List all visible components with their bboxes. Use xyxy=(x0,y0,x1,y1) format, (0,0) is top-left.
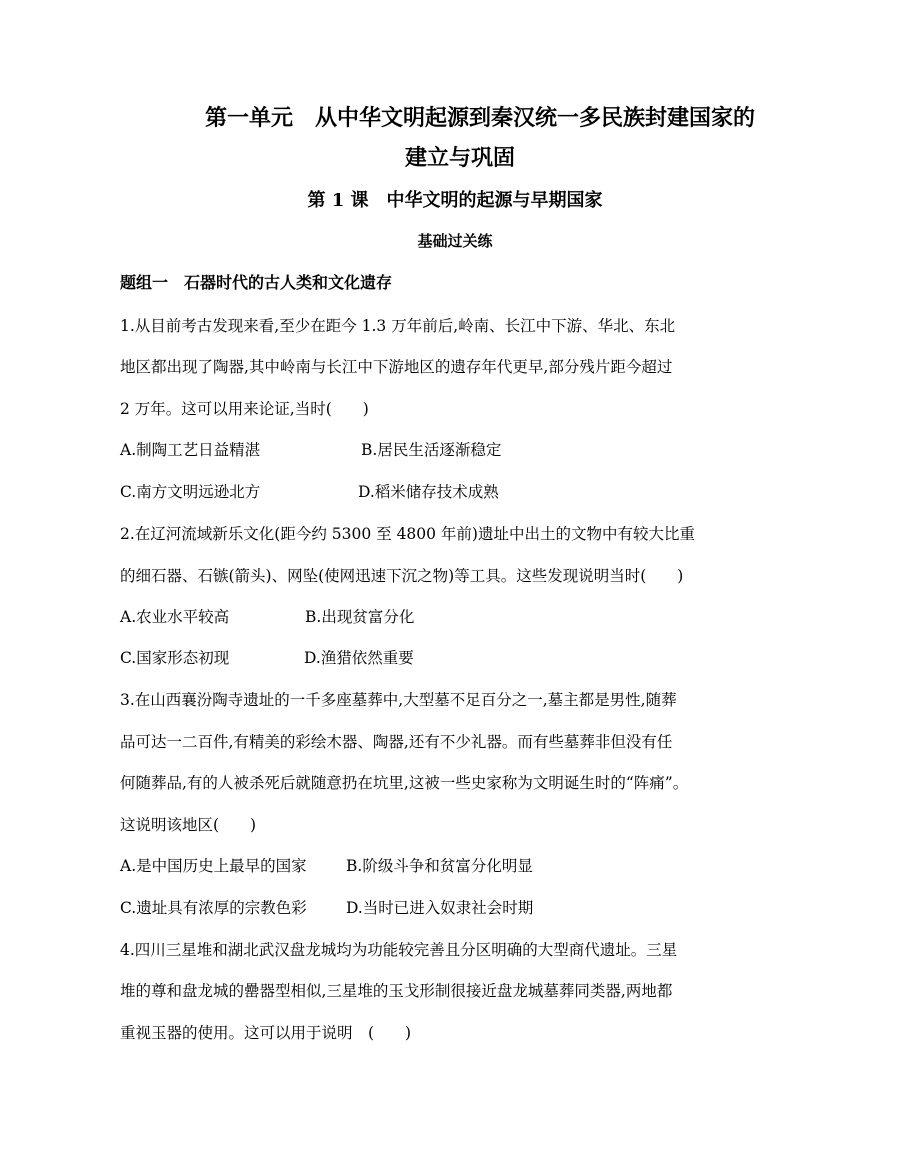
question-text-line: 堆的尊和盘龙城的罍器型相似,三星堆的玉戈形制很接近盘龙城墓葬同类器,两地都 xyxy=(120,982,673,1000)
question-text-line: 2 万年。这可以用来论证,当时( ) xyxy=(120,400,369,418)
unit-title-line1: 第一单元 从中华文明起源到秦汉统一多民族封建国家的 xyxy=(204,105,755,131)
question-text-line: 地区都出现了陶器,其中岭南与长江中下游地区的遗存年代更早,部分残片距今超过 xyxy=(120,358,673,376)
unit-title-line2: 建立与巩固 xyxy=(404,145,515,171)
lesson-title: 第 1 课 中华文明的起源与早期国家 xyxy=(307,190,603,211)
group-title: 题组一 石器时代的古人类和文化遗存 xyxy=(120,273,393,292)
question-text-line: 这说明该地区( ) xyxy=(120,816,257,834)
question-text-line: 的细石器、石镞(箭头)、网坠(使网迅速下沉之物)等工具。这些发现说明当时( ) xyxy=(120,567,684,585)
question-text-line: 重视玉器的使用。这可以用于说明 ( ) xyxy=(120,1024,412,1042)
question-text-line: 何随葬品,有的人被杀死后就随意扔在坑里,这被一些史家称为文明诞生时的“阵痛”。 xyxy=(120,774,689,792)
option-b: B.居民生活逐渐稳定 xyxy=(361,441,502,459)
section-title: 基础过关练 xyxy=(417,232,493,250)
question-text-line: 4.四川三星堆和湖北武汉盘龙城均为功能较完善且分区明确的大型商代遗址。三星 xyxy=(120,941,678,959)
option-a: A.是中国历史上最早的国家 xyxy=(120,857,307,875)
option-a: A.制陶工艺日益精湛 xyxy=(120,441,261,459)
option-c: C.遗址具有浓厚的宗教色彩 xyxy=(120,899,307,917)
option-b: B.出现贫富分化 xyxy=(305,608,415,626)
question-text-line: 2.在辽河流域新乐文化(距今约 5300 至 4800 年前)遗址中出土的文物中有较大比重 xyxy=(120,525,695,543)
option-b: B.阶级斗争和贫富分化明显 xyxy=(346,857,533,875)
option-c: C.国家形态初现 xyxy=(120,649,230,667)
question-text-line: 1.从目前考古发现来看,至少在距今 1.3 万年前后,岭南、长江中下游、华北、东北 xyxy=(120,317,676,335)
option-c: C.南方文明远逊北方 xyxy=(120,483,261,501)
question-text-line: 3.在山西襄汾陶寺遗址的一千多座墓葬中,大型墓不足百分之一,墓主都是男性,随葬 xyxy=(120,691,677,709)
option-d: D.当时已进入奴隶社会时期 xyxy=(346,899,534,917)
option-d: D.稻米储存技术成熟 xyxy=(358,483,499,501)
option-d: D.渔猎依然重要 xyxy=(304,649,414,667)
option-a: A.农业水平较高 xyxy=(120,608,230,626)
question-text-line: 品可达一二百件,有精美的彩绘木器、陶器,还有不少礼器。而有些墓葬非但没有任 xyxy=(120,733,673,751)
